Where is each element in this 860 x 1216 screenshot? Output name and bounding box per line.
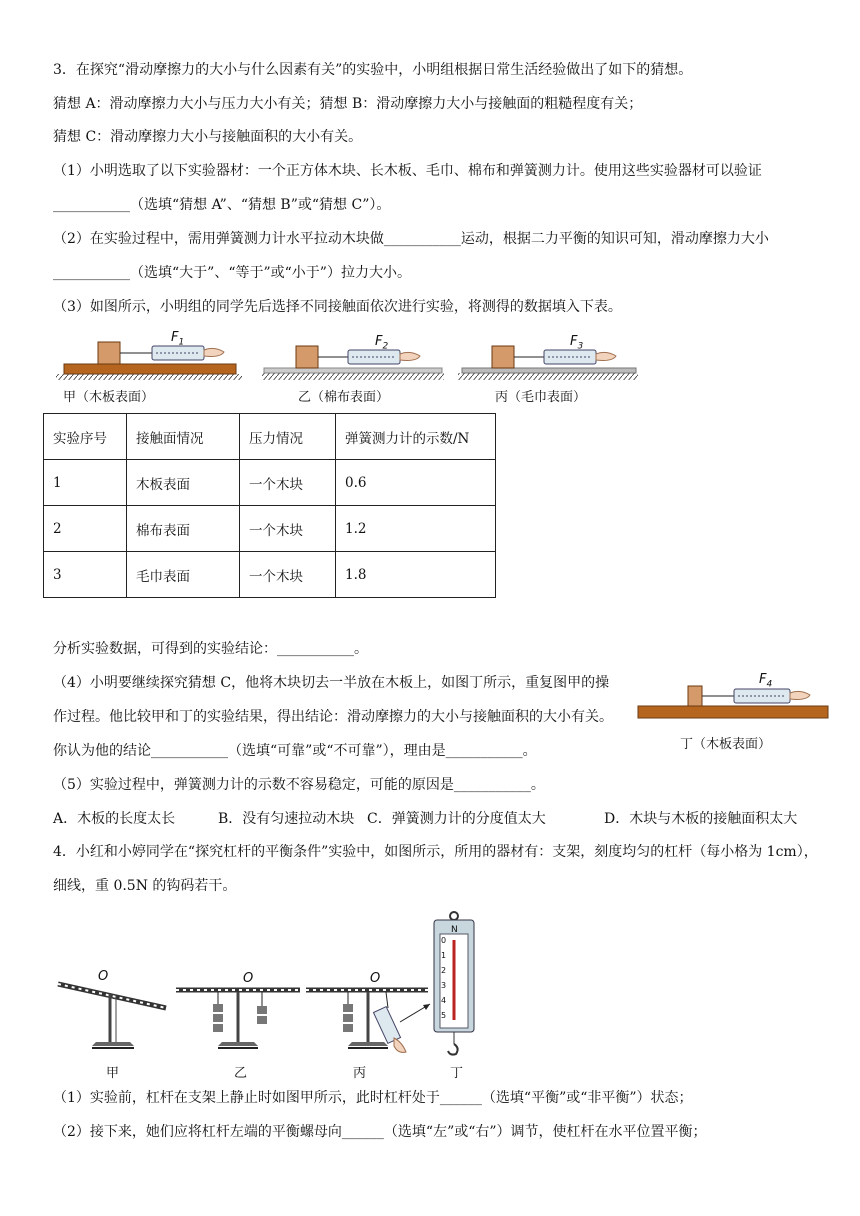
option-d: D．木块与木板的接触面积太大 [604,811,798,827]
figure-yi-cotton-surface [262,346,444,380]
caption-bing: 丙（毛巾表面） [495,390,587,405]
table-header-cell: 压力情况 [240,414,336,460]
q4-part2: （2）接下来，她们应将杠杆左端的平衡螺母向______（选填“左”或“右”）调节，使杠杆在水平位置平衡； [53,1124,707,1140]
caption-ding: 丁（木板表面） [680,737,772,752]
spring-caption-ding: 丁 [450,1066,464,1081]
table-header-cell: 接触面情况 [127,414,240,460]
table-cell: 木板表面 [127,460,240,506]
option-b: B．没有匀速拉动木块 [218,811,355,827]
q4-part1: （1）实验前，杠杆在支架上静止时如图甲所示，此时杠杆处于______（选填“平衡”或“非平衡”）状态； [53,1090,693,1106]
force-label-f3: $F_3$ [570,334,584,352]
pivot-label-yi: O [243,971,254,986]
scale-tick-2: 2 [441,966,447,975]
force-label-f1: $F_1$ [171,330,185,348]
pivot-label-bing: O [370,971,381,986]
q3-part2-line1: （2）在实验过程中，需用弹簧测力计水平拉动木块做___________运动，根据二力平衡的知识可知，滑动摩擦力大小 [53,231,769,247]
table-header-cell: 弹簧测力计的示数/N [336,414,496,460]
table-cell: 一个木块 [240,552,336,598]
lever-caption-yi: 乙 [234,1066,248,1081]
friction-data-table [43,413,496,598]
option-c: C．弹簧测力计的分度值太大 [367,811,546,827]
table-header-row [44,414,496,460]
table-cell: 1.8 [336,552,496,598]
table-row [44,552,496,598]
q3-part4-line2: 作过程。他比较甲和丁的实验结果，得出结论：滑动摩擦力的大小与接触面积的大小有关。 [53,709,613,725]
q3-part1-line1: （1）小明选取了以下实验器材：一个正方体木块、长木板、毛巾、棉布和弹簧测力计。使用这些实验器材可以验证 [53,163,762,179]
table-cell: 毛巾表面 [127,552,240,598]
table-cell: 一个木块 [240,506,336,552]
lever-figures [50,910,490,1060]
figure-jia-wood-board [56,342,242,380]
q3-part5: （5）实验过程中，弹簧测力计的示数不容易稳定，可能的原因是___________。 [53,777,545,793]
pivot-label-jia: O [98,969,109,984]
figure-ding-wood-board [636,672,832,724]
force-label-f4: $F_4$ [759,672,773,690]
option-a: A．木板的长度太长 [53,811,176,827]
q3-part4-line1: （4）小明要继续探究猜想 C，他将木块切去一半放在木板上，如图丁所示，重复图甲的操 [53,675,610,691]
table-cell: 2 [44,506,127,552]
figure-bing-towel-surface [458,346,638,380]
table-cell: 0.6 [336,460,496,506]
lever-figure-jia [58,984,166,1048]
table-cell: 3 [44,552,127,598]
caption-yi: 乙（棉布表面） [298,390,390,405]
q3-part2-line2: ___________（选填“大于”、“等于”或“小于”）拉力大小。 [53,265,411,281]
q4-intro-line2: 细线，重 0.5N 的钩码若干。 [53,878,237,894]
q3-guess-c: 猜想 C：滑动摩擦力大小与接触面积的大小有关。 [53,129,363,145]
table-cell: 一个木块 [240,460,336,506]
scale-tick-0: 0 [441,936,447,945]
scale-tick-4: 4 [441,996,447,1005]
q3-analysis: 分析实验数据，可得到的实验结论：___________。 [53,641,368,657]
lever-figure-bing [306,990,430,1052]
scale-unit-n: N [451,925,458,935]
lever-caption-bing: 丙 [353,1066,367,1081]
scale-tick-5: 5 [441,1011,447,1020]
caption-jia: 甲（木板表面） [63,390,155,405]
table-cell: 1.2 [336,506,496,552]
q3-intro: 3．在探究“滑动摩擦力的大小与什么因素有关”的实验中，小明组根据日常生活经验做出了如下的猜想。 [53,62,693,78]
scale-tick-3: 3 [441,981,447,990]
q3-part3: （3）如图所示，小明组的同学先后选择不同接触面依次进行实验，将测得的数据填入下表。 [53,299,622,315]
q4-intro-line1: 4．小红和小婷同学在“探究杠杆的平衡条件”实验中，如图所示，所用的器材有：支架，刻度均匀的杠杆（每小格为 1cm）， [53,844,818,860]
lever-caption-jia: 甲 [106,1066,120,1081]
q3-guess-ab: 猜想 A：滑动摩擦力大小与压力大小有关；猜想 B：滑动摩擦力大小与接触面的粗糙程度有关； [53,96,643,112]
q3-part4-line3: 你认为他的结论___________（选填“可靠”或“不可靠”），理由是___________。 [53,743,537,759]
scale-tick-1: 1 [441,951,447,960]
table-row [44,460,496,506]
q3-part1-line2: ___________（选填“猜想 A”、“猜想 B”或“猜想 C”）。 [53,197,391,213]
table-header-cell: 实验序号 [44,414,127,460]
lever-figure-yi [176,990,300,1048]
friction-setup-figures [52,328,652,386]
table-row [44,506,496,552]
table-cell: 1 [44,460,127,506]
force-label-f2: $F_2$ [375,334,389,352]
table-cell: 棉布表面 [127,506,240,552]
